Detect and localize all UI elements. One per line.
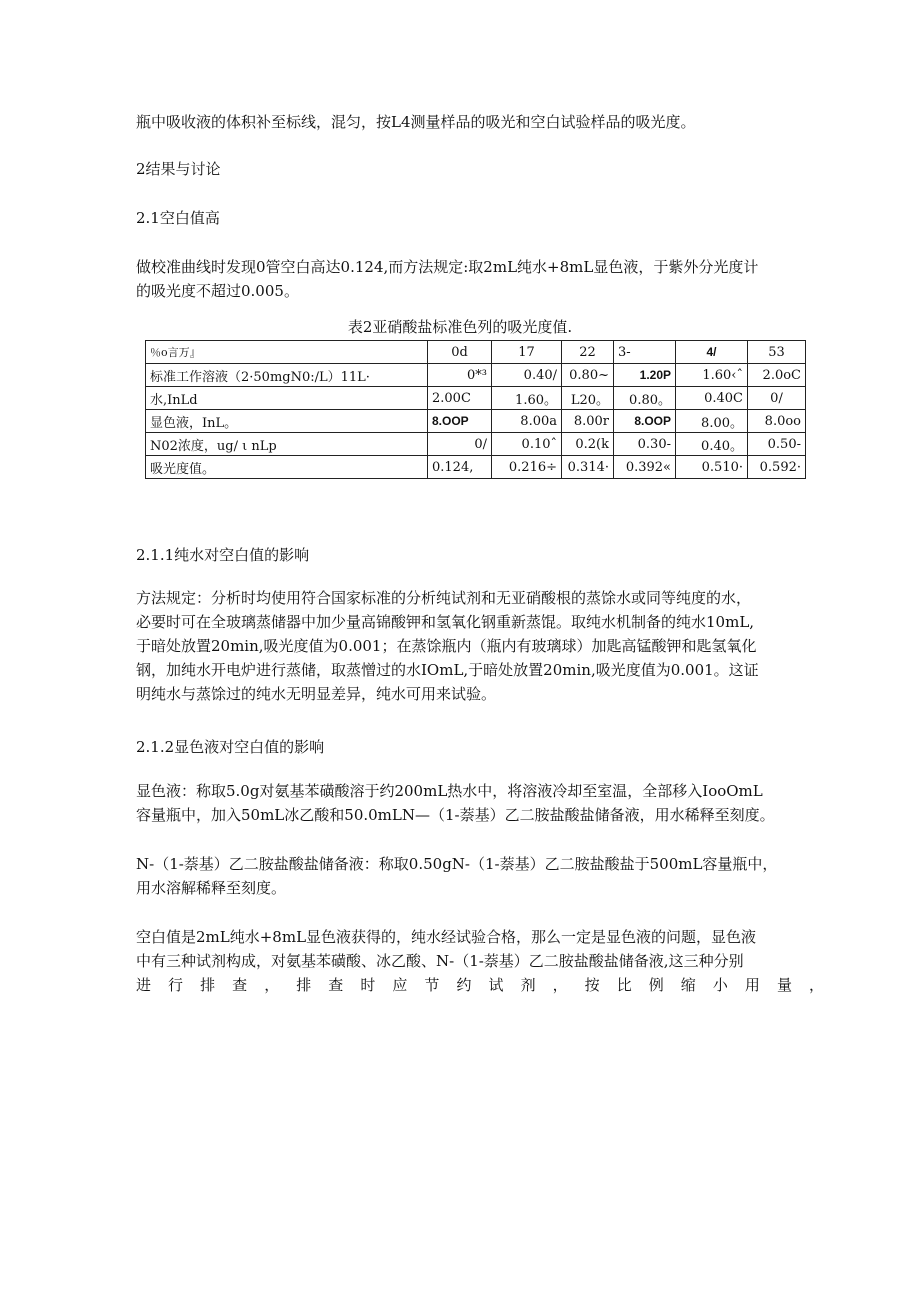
table-cell: 8.OOP [428, 410, 492, 433]
table-cell: 2.0oC [748, 364, 806, 387]
table-cell: N02浓度，ug/ ι nLp [146, 433, 428, 456]
paragraph-line: 的吸光度不超过0.005。 [136, 282, 299, 300]
table-cell: 0.10ˆ [492, 433, 562, 456]
table-cell: 0.40。 [676, 433, 748, 456]
table-cell: 0/ [428, 433, 492, 456]
table-cell: 2.00C [428, 387, 492, 410]
table-cell: 吸光度值。 [146, 456, 428, 479]
table-header-row [146, 341, 806, 364]
table-cell: 0.2(k [562, 433, 614, 456]
table-header-cell: 17 [492, 341, 562, 364]
paragraph-calibration [136, 255, 826, 303]
table-cell: 0.40C [676, 387, 748, 410]
table-cell: 8.OOP [614, 410, 676, 433]
table-row [146, 456, 806, 479]
paragraph-line: 明纯水与蒸馀过的纯水无明显差异，纯水可用来试验。 [136, 685, 497, 703]
table-cell: 0/ [748, 387, 806, 410]
paragraph-line: 钢，加纯水开电炉进行蒸储，取蒸憎过的水IOmL,于暗处放置20min,吸光度值为0.001。这证 [136, 661, 759, 679]
table-cell: 0.510· [676, 456, 748, 479]
table-cell: 1.20P [614, 364, 676, 387]
table-header-cell: 3- [614, 341, 676, 364]
table-cell: 0.216÷ [492, 456, 562, 479]
table-cell: 0.40/ [492, 364, 562, 387]
paragraph-line: 做校准曲线时发现0管空白高达0.124,而方法规定:取2mL纯水+8mL显色液，于紫外分光度计 [136, 258, 759, 276]
table-row [146, 410, 806, 433]
table-header-cell: 53 [748, 341, 806, 364]
paragraph-intro: 瓶中吸收液的体积补至标线，混匀，按L4测量样品的吸光和空白试验样品的吸光度。 [136, 113, 696, 131]
table-cell: 8.00。 [676, 410, 748, 433]
table-cell: 0*³ [428, 364, 492, 387]
paragraph-stock-solution [136, 852, 826, 900]
table-cell: 0.50- [748, 433, 806, 456]
table-cell: 8.0oo [748, 410, 806, 433]
paragraph-line: 进行排查，排查时应节约试剂，按比例缩小用量， [136, 976, 826, 994]
table-header-cell: 4/ [676, 341, 748, 364]
table-cell: 0.314· [562, 456, 614, 479]
subsection-heading-color-reagent: 2.1.2显色液对空白值的影响 [136, 738, 325, 756]
paragraph-color-reagent [136, 779, 826, 827]
table-cell: 8.00a [492, 410, 562, 433]
section-heading-results: 2结果与讨论 [136, 160, 221, 178]
paragraph-line: 中有三种试剂构成，对氨基苯磺酸、冰乙酸、N-（1-萘基）乙二胺盐酸盐储备液,这三种分别 [136, 952, 744, 970]
paragraph-line: 空白值是2mL纯水+8mL显色液获得的，纯水经试验合格，那么一定是显色液的问题，显色液 [136, 928, 757, 946]
paragraph-line: 必要时可在全玻璃蒸储器中加少量高锦酸钾和氢氧化钢重新蒸馄。取纯水机制备的纯水10mL, [136, 613, 755, 631]
table-cell: 标准工作溶液（2·50mgN0:/L）11L· [146, 364, 428, 387]
table-cell: L20。 [562, 387, 614, 410]
table-cell: 0.80~ [562, 364, 614, 387]
table-caption: 表2亚硝酸盐标准色列的吸光度值. [347, 318, 573, 336]
subsection-heading-blank-high: 2.1空白值高 [136, 209, 220, 227]
table-row [146, 387, 806, 410]
table-header-cell: 22 [562, 341, 614, 364]
table-cell: 0.392« [614, 456, 676, 479]
table-cell: 1.60‹ˆ [676, 364, 748, 387]
table-row [146, 433, 806, 456]
table-cell: 0.124, [428, 456, 492, 479]
table-header-cell: ％o言万』 [146, 341, 428, 364]
table-cell: 0.30- [614, 433, 676, 456]
table-cell: 0.592· [748, 456, 806, 479]
table-cell: 显色液，InL。 [146, 410, 428, 433]
paragraph-line: 于暗处放置20min,吸光度值为0.001；在蒸馀瓶内（瓶内有玻璃球）加匙高锰酸钾和匙氢氧化 [136, 637, 757, 655]
paragraph-line: 用水溶解稀释至刻度。 [136, 879, 287, 897]
table-row [146, 364, 806, 387]
nitrite-standard-table [145, 340, 806, 479]
table-cell: 水,InLd [146, 387, 428, 410]
paragraph-blank-analysis [136, 925, 826, 997]
subsection-heading-pure-water: 2.1.1纯水对空白值的影响 [136, 546, 310, 564]
table-cell: 8.00r [562, 410, 614, 433]
table-header-cell: 0d [428, 341, 492, 364]
paragraph-line: 方法规定：分析时均使用符合国家标准的分析纯试剂和无亚硝酸根的蒸馀水或同等纯度的水， [136, 589, 752, 607]
paragraph-line: 容量瓶中，加入50mL冰乙酸和50.0mLN—（1-萘基）乙二胺盐酸盐储备液，用水稀释至刻度。 [136, 806, 775, 824]
table-cell: 1.60。 [492, 387, 562, 410]
paragraph-line: N-（1-萘基）乙二胺盐酸盐储备液：称取0.50gN-（1-萘基）乙二胺盐酸盐于500mL容量瓶中， [136, 855, 778, 873]
paragraph-line: 显色液：称取5.0g对氨基苯磺酸溶于约200mL热水中，将溶液冷却至室温，全部移入IooOmL [136, 782, 763, 800]
table-cell: 0.80。 [614, 387, 676, 410]
paragraph-pure-water [136, 586, 826, 706]
